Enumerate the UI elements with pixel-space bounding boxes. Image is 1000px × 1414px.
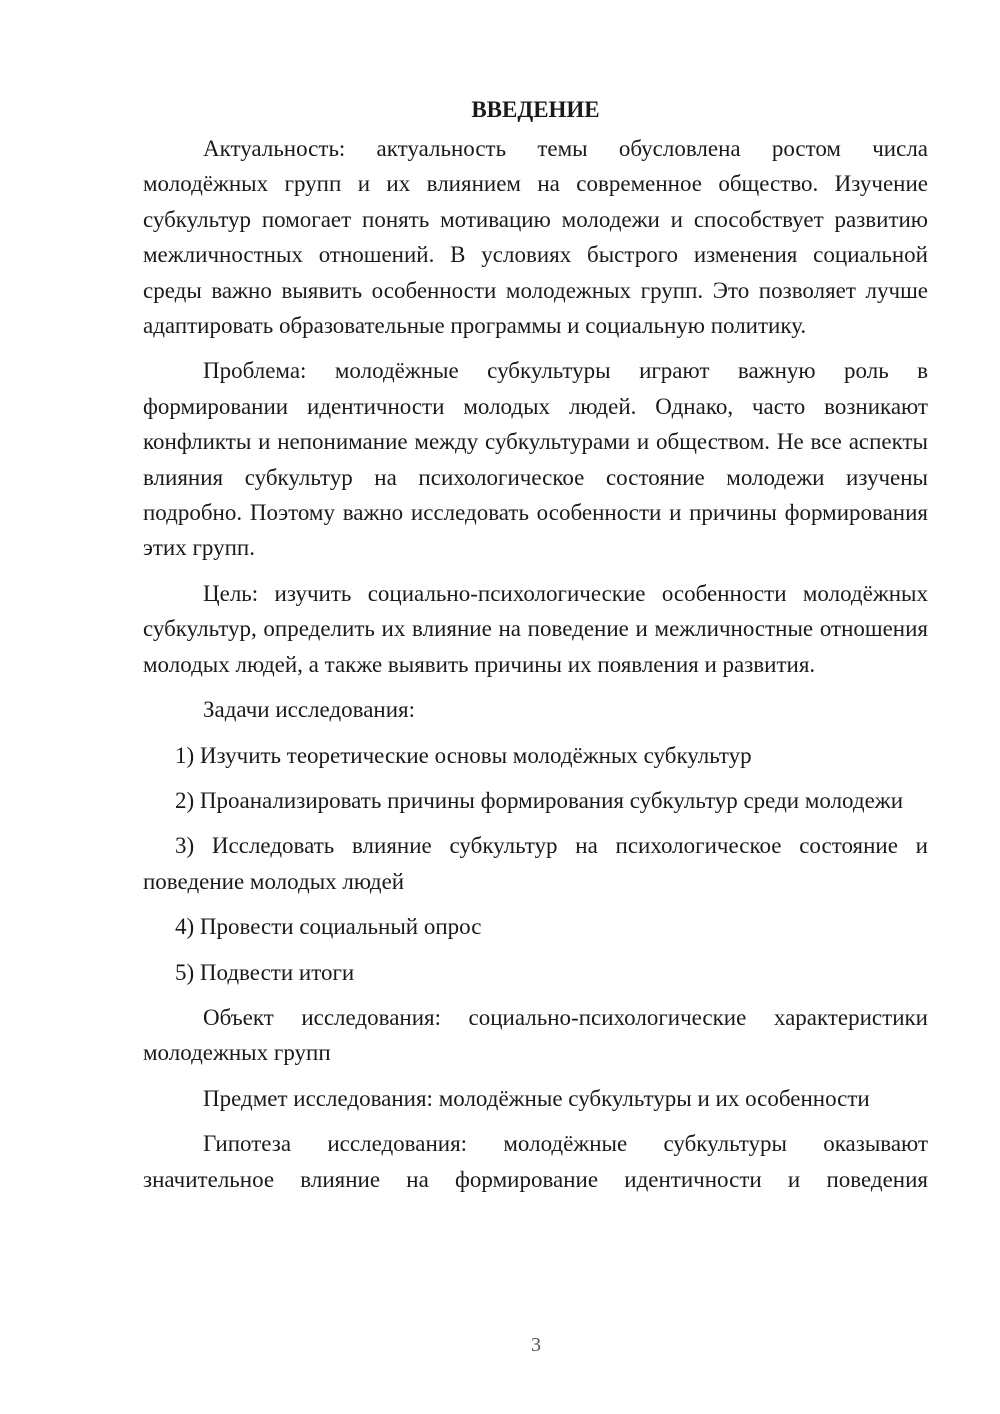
task-item-4: 4) Провести социальный опрос [175,914,482,940]
page-number: 3 [531,1334,541,1356]
task-item-5: 5) Подвести итоги [175,959,355,985]
tasks-heading: Задачи исследования: [203,697,416,723]
document-body [143,92,928,1207]
paragraph-problem: Проблема: молодёжные субкультуры играют важную роль в формировании идентичности молодых людей. Однако, часто возникают конфликты и непонимание между субкультурами и обществом. Не все аспекты влияния субкультур на психологическое состояние молодежи изучены подробно. Поэтому важно исследовать особенности и причины формирования этих групп. [143,358,928,561]
task-item-1: 1) Изучить теоретические основы молодёжных субкультур [175,742,752,768]
paragraph-relevance: Актуальность: актуальность темы обусловлена ростом числа молодёжных групп и их влиянием на современное общество. Изучение субкультур помогает понять мотивацию молодежи и способствует развитию межличностных отношений. В условиях быстрого изменения социальной среды важно выявить особенности молодежных групп. Это позволяет лучше адаптировать образовательные программы и социальную политику. [143,136,928,339]
paragraph-object: Объект исследования: социально-психологические характеристики молодежных групп [143,1004,928,1066]
task-item-3: 3) Исследовать влияние субкультур на психологическое состояние и поведение молодых людей [143,833,928,894]
paragraph-goal: Цель: изучить социально-психологические особенности молодёжных субкультур, определить их влияние на поведение и межличностные отношения молодых людей, а также выявить причины их появления и развития. [143,580,928,677]
task-item-2: 2) Проанализировать причины формирования субкультур среди молодежи [175,787,904,813]
paragraph-hypothesis: Гипотеза исследования: молодёжные субкультуры оказывают значительное влияние на формирование идентичности и поведения [143,1131,928,1192]
paragraph-subject: Предмет исследования: молодёжные субкультуры и их особенности [203,1085,870,1111]
page-title: ВВЕДЕНИЕ [471,97,600,122]
